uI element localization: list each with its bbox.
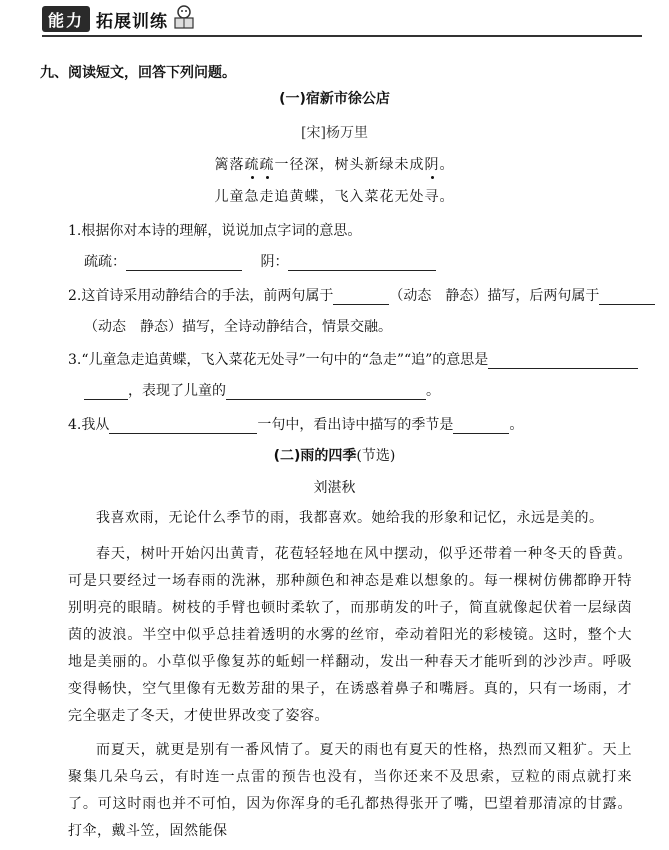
essay-author: 刘湛秋 — [313, 480, 356, 496]
header-rule — [42, 35, 642, 37]
answer-blank[interactable] — [488, 354, 638, 369]
poem-text: 。 — [439, 157, 455, 173]
header-tag: 能力 — [42, 6, 90, 32]
dotted-char: 疏 — [259, 157, 275, 173]
question-4 — [68, 414, 523, 434]
dotted-char: 阴 — [424, 157, 440, 173]
poem-line-1 — [0, 154, 669, 174]
header-logo — [42, 4, 196, 34]
essay-title: (二)雨的四季 — [273, 448, 357, 464]
header-title: 拓展训练 — [96, 11, 169, 32]
question-text: 一句中，看出诗中描写的季节是 — [257, 417, 454, 433]
answer-blank[interactable] — [126, 256, 242, 271]
answer-blank[interactable] — [453, 419, 509, 434]
answer-label: 疏疏： — [84, 254, 126, 270]
answer-blank[interactable] — [333, 290, 389, 305]
question-text: 3.“儿童急走追黄蝶，飞入菜花无处寻”一句中的“急走”“追”的意思是 — [68, 352, 489, 368]
question-text: 。 — [509, 417, 524, 433]
question-1-answers — [84, 251, 436, 271]
question-text: ，表现了儿童的 — [128, 383, 226, 399]
question-text: 4.我从 — [68, 417, 110, 433]
answer-blank[interactable] — [288, 256, 436, 271]
question-text: 2.这首诗采用动静结合的手法，前两句属于 — [68, 288, 334, 304]
question-1: 1.根据你对本诗的理解，说说加点字词的意思。 — [68, 223, 362, 239]
question-text: （动态 静态）描写，后两句属于 — [389, 288, 600, 304]
answer-blank[interactable] — [599, 290, 655, 305]
answer-blank[interactable] — [84, 385, 128, 400]
question-2-cont: （动态 静态）描写，全诗动静结合，情景交融。 — [84, 319, 392, 335]
reading-child-icon — [172, 4, 196, 34]
poem-text: 篱落 — [214, 157, 245, 173]
essay-heading — [0, 445, 669, 465]
dotted-char: 疏 — [244, 157, 260, 173]
essay-paragraph-3: 而夏天，就更是别有一番风情了。夏天的雨也有夏天的性格，热烈而又粗犷。天上聚集几朵乌云，有时连一点雷的预告也没有，当你还来不及思索，豆粒的雨点就打来了。可这时雨也并不可怕，因为你浑身的毛孔都热得张开了嘴，巴望着那清凉的甘露。打伞，戴斗笠，固然能保 — [68, 742, 632, 839]
essay-subtitle: (节选) — [356, 448, 396, 464]
page-header — [42, 4, 642, 38]
answer-blank[interactable] — [109, 419, 257, 434]
question-3 — [68, 349, 638, 369]
question-2 — [68, 285, 655, 305]
poem-line-2: 儿童急走追黄蝶，飞入菜花无处寻。 — [214, 189, 455, 205]
question-3-cont — [84, 380, 440, 400]
poem-author: [宋]杨万里 — [301, 125, 368, 141]
essay-paragraph-1: 我喜欢雨，无论什么季节的雨，我都喜欢。她给我的形象和记忆，永远是美的。 — [96, 510, 604, 526]
answer-label: 阴： — [260, 254, 289, 270]
poem-text: 一径深，树头新绿未成 — [274, 157, 425, 173]
essay-paragraph-2: 春天，树叶开始闪出黄青，花苞轻轻地在风中摆动，似乎还带着一种冬天的昏黄。可是只要经过一场春雨的洗淋，那种颜色和神态是难以想象的。每一棵树仿佛都睁开特别明亮的眼睛。树枝的手臂也顿时柔软了，而那萌发的叶子，简直就像起伏着一层绿茵茵的波浪。半空中似乎总挂着透明的水雾的丝帘，牵动着阳光的彩棱镜。这时，整个大地是美丽的。小草似乎像复苏的蚯蚓一样翻动，发出一种春天才能听到的沙沙声。呼吸变得畅快，空气里像有无数芳甜的果子，在诱惑着鼻子和嘴唇。真的，只有一场雨，才完全驱走了冬天，才使世界改变了姿容。 — [68, 546, 632, 724]
question-text: 。 — [426, 383, 440, 399]
answer-blank[interactable] — [226, 385, 426, 400]
poem-title: (一)宿新市徐公店 — [279, 91, 390, 107]
section-title: 九、阅读短文，回答下列问题。 — [40, 65, 236, 81]
